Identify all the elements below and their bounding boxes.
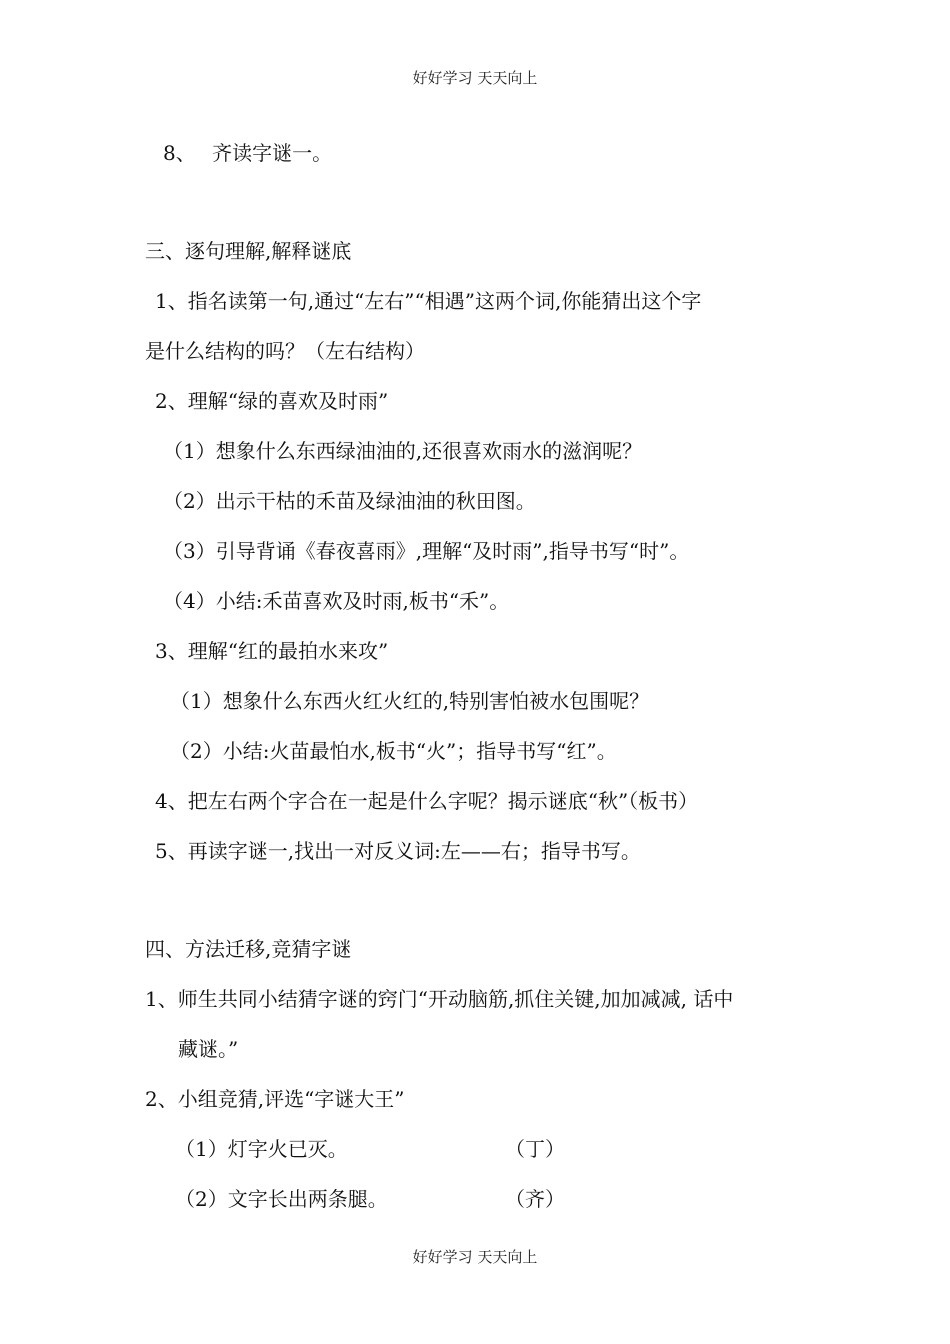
riddle-1: （1）灯字火已灭。 <box>175 1137 348 1161</box>
item-3-3: 3、理解“红的最拍水来攻” <box>155 639 389 663</box>
step-8: 8、 齐读字谜一。 <box>163 141 333 165</box>
item-3-3-2: （2）小结:火苗最怕水,板书“火”；指导书写“红”。 <box>170 739 617 763</box>
item-3-2: 2、理解“绿的喜欢及时雨” <box>155 389 389 413</box>
item-3-1: 1、指名读第一句,通过“左右”“相遇”这两个词,你能猜出这个字 <box>155 289 702 313</box>
item-4-1-cont: 藏谜。” <box>178 1037 239 1061</box>
item-3-2-3: （3）引导背诵《春夜喜雨》,理解“及时雨”,指导书写“时”。 <box>163 539 690 563</box>
item-3-2-4: （4）小结:禾苗喜欢及时雨,板书“禾”。 <box>163 589 510 613</box>
item-3-2-2: （2）出示干枯的禾苗及绿油油的秋田图。 <box>163 489 536 513</box>
item-3-1-cont: 是什么结构的吗？（左右结构） <box>145 339 425 363</box>
riddle-2-answer: （齐） <box>505 1187 565 1211</box>
item-3-2-1: （1）想象什么东西绿油油的,还很喜欢雨水的滋润呢？ <box>163 439 643 463</box>
item-4-2: 2、小组竞猜,评选“字谜大王” <box>145 1087 405 1111</box>
riddle-1-answer: （丁） <box>505 1137 565 1161</box>
item-3-5: 5、再读字谜一,找出一对反义词:左——右；指导书写。 <box>155 839 641 863</box>
riddle-2: （2）文字长出两条腿。 <box>175 1187 388 1211</box>
section-four-heading: 四、方法迁移,竞猜字谜 <box>145 937 352 961</box>
item-3-4: 4、把左右两个字合在一起是什么字呢？揭示谜底“秋”（板书） <box>155 789 699 813</box>
page-footer: 好好学习 天天向上 <box>412 1248 538 1266</box>
page-header: 好好学习 天天向上 <box>412 69 538 87</box>
item-3-3-1: （1）想象什么东西火红火红的,特别害怕被水包围呢？ <box>170 689 650 713</box>
item-4-1: 1、师生共同小结猜字谜的窍门“开动脑筋,抓住关键,加加减减, 话中 <box>145 987 734 1011</box>
section-three-heading: 三、逐句理解,解释谜底 <box>145 239 352 263</box>
